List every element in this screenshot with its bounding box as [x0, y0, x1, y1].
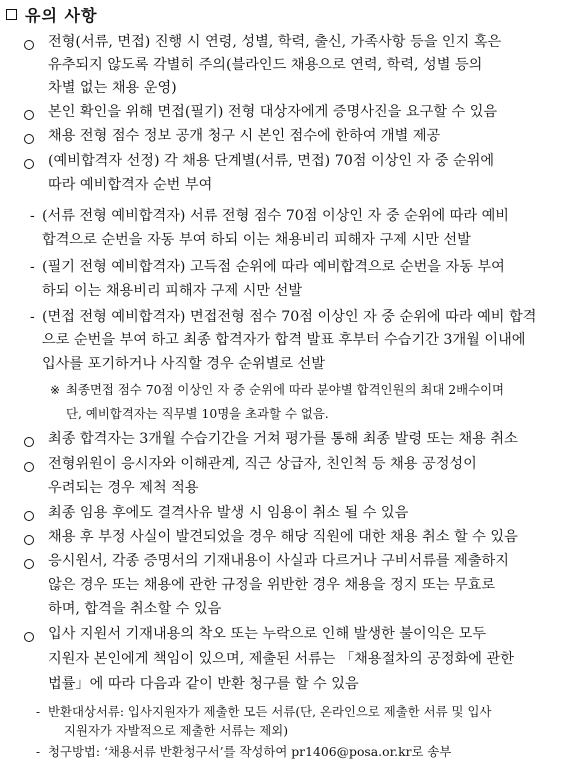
circle-bullet-icon [24, 559, 34, 569]
circle-bullet-icon [24, 134, 34, 144]
item-line: 전형위원이 응시자와 이해관계, 직근 상급자, 친인척 등 채용 공정성이 [48, 456, 477, 472]
item-line: 않은 경우 또는 채용에 관한 규정을 위반한 경우 채용을 정지 또는 무효로 [48, 577, 496, 593]
item-line: 법률」에 따라 다음과 같이 반환 청구를 할 수 있음 [48, 676, 359, 692]
dash-bullet: - [36, 745, 41, 759]
item-line: 최종 임용 후에도 결격사유 발생 시 임용이 취소 될 수 있음 [48, 505, 409, 521]
dash-bullet: - [30, 259, 35, 275]
item-line: 채용 후 부정 사실이 발견되었을 경우 해당 직원에 대한 채용 취소 할 수 있음 [48, 529, 518, 545]
reference-mark: ※ [50, 383, 61, 397]
section-heading [6, 3, 97, 25]
section-title: 유의 사항 [25, 5, 98, 25]
item-line: 우려되는 경우 제척 적용 [48, 480, 199, 496]
dash-bullet: - [30, 208, 35, 224]
sub-item-line: (필기 전형 예비합격자) 고득점 순위에 따라 예비합격으로 순번을 자동 부여 [42, 259, 505, 275]
sub-item-line: 입사를 포기하거나 사직할 경우 순위별로 선발 [42, 356, 325, 372]
item-line: 응시원서, 각종 증명서의 기재내용이 사실과 다르거나 구비서류를 제출하지 [48, 553, 509, 569]
item-line: 따라 예비합격자 순번 부여 [48, 177, 213, 193]
circle-bullet-icon [24, 632, 34, 642]
return-note-line: 반환대상서류: 입사지원자가 제출한 모든 서류(단, 온라인으로 제출한 서류 및 입사 [48, 704, 492, 719]
circle-bullet-icon [24, 40, 34, 50]
dash-bullet: - [36, 705, 41, 719]
note-line: 단, 예비합격자는 직무별 10명을 초과할 수 없음. [66, 406, 329, 421]
item-line: 유추되지 않도록 각별히 주의(블라인드 채용으로 연력, 학력, 성별 등의 [48, 57, 483, 73]
circle-bullet-icon [24, 511, 34, 521]
return-note-line: 지원자가 자발적으로 제출한 서류는 제외) [64, 723, 289, 738]
circle-bullet-icon [24, 110, 34, 120]
dash-bullet: - [30, 309, 35, 325]
note-line: 최종면접 점수 70점 이상인 자 중 순위에 따라 분야별 합격인원의 최대 2배수이며 [66, 382, 505, 397]
item-line: 최종 합격자는 3개월 수습기간을 거쳐 평가를 통해 최종 발령 또는 채용 취소 [48, 431, 518, 447]
sub-item-line: 합격으로 순번을 자동 부여 하되 이는 채용비리 피해자 구제 시만 선발 [42, 232, 471, 248]
item-line: (예비합격자 선정) 각 채용 단계별(서류, 면접) 70점 이상인 자 중 순위에 [48, 153, 495, 169]
checkbox-square-icon [6, 9, 17, 20]
sub-item-line: (서류 전형 예비합격자) 서류 전형 점수 70점 이상인 자 중 순위에 따라 예비 [42, 208, 509, 224]
sub-item-line: 으로 순번을 부여 하고 최종 합격자가 합격 발표 후부터 수습기간 3개월 이내에 [42, 332, 526, 348]
sub-item-line: (면접 전형 예비합격자) 면접전형 점수 70점 이상인 자 중 순위에 따라 예비 합격 [42, 309, 537, 325]
item-line: 입사 지원서 기재내용의 착오 또는 누락으로 인해 발생한 불이익은 모두 [48, 626, 487, 642]
item-line: 차별 없는 채용 운영) [48, 80, 177, 96]
item-line: 채용 전형 점수 정보 공개 청구 시 본인 점수에 한하여 개별 제공 [48, 128, 441, 144]
item-line: 전형(서류, 면접) 진행 시 연령, 성별, 학력, 출신, 가족사항 등을 인지 혹은 [48, 34, 502, 50]
sub-item-line: 하되 이는 채용비리 피해자 구제 시만 선발 [42, 283, 303, 299]
circle-bullet-icon [24, 535, 34, 545]
item-line: 지원자 본인에게 책임이 있으며, 제출된 서류는 「채용절차의 공정화에 관한 [48, 651, 514, 667]
item-line: 본인 확인을 위해 면접(필기) 전형 대상자에게 증명사진을 요구할 수 있음 [48, 104, 498, 120]
circle-bullet-icon [24, 159, 34, 169]
return-note-line: 청구방법: ‘채용서류 반환청구서’를 작성하여 pr1406@posa.or.kr로 송부 [48, 744, 452, 759]
item-line: 하며, 합격을 취소할 수 있음 [48, 601, 222, 617]
circle-bullet-icon [24, 437, 34, 447]
circle-bullet-icon [24, 462, 34, 472]
